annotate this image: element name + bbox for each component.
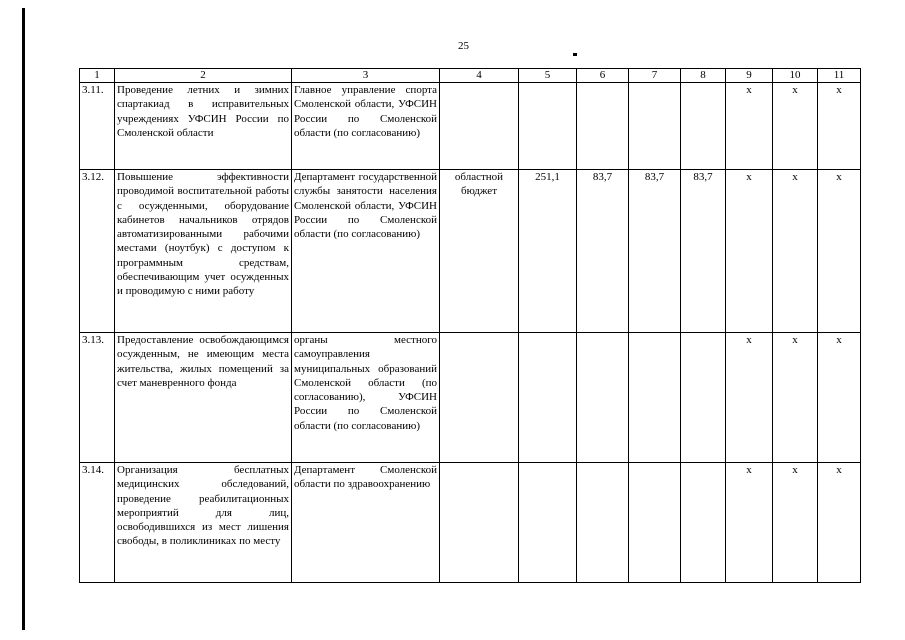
- executor: Департамент государственной службы занятости населения Смоленской области, УФСИН России по Смоленской области (по согласованию): [292, 170, 440, 333]
- row-number: 3.12.: [80, 170, 115, 333]
- funding-source: [440, 333, 519, 463]
- indicator-cell: х: [726, 83, 773, 170]
- row-number: 3.13.: [80, 333, 115, 463]
- table-row: [80, 333, 861, 463]
- column-number: 6: [577, 69, 629, 83]
- column-number: 5: [519, 69, 577, 83]
- measure-name: Организация бесплатных медицинских обследований, проведение реабилитационных мероприятий для лиц, освободившихся из мест лишения свободы, в поликлиниках по месту: [115, 463, 292, 583]
- year-3-amount: [681, 83, 726, 170]
- column-number: 3: [292, 69, 440, 83]
- table-row: [80, 463, 861, 583]
- column-number: 1: [80, 69, 115, 83]
- executor: Главное управление спорта Смоленской области, УФСИН России по Смоленской области (по согласованию): [292, 83, 440, 170]
- column-number: 7: [629, 69, 681, 83]
- indicator-cell: х: [773, 83, 818, 170]
- funding-source: областной бюджет: [440, 170, 519, 333]
- year-1-amount: [577, 463, 629, 583]
- indicator-cell: х: [773, 463, 818, 583]
- table-row: [80, 170, 861, 333]
- year-2-amount: [629, 83, 681, 170]
- scan-mark: [573, 53, 577, 56]
- table-row: [80, 83, 861, 170]
- column-number: 4: [440, 69, 519, 83]
- column-number: 2: [115, 69, 292, 83]
- total-amount: 251,1: [519, 170, 577, 333]
- total-amount: [519, 463, 577, 583]
- indicator-cell: х: [818, 463, 861, 583]
- column-number: 9: [726, 69, 773, 83]
- measure-name: Предоставление освобождающимся осужденным, не имеющим места жительства, жилых помещений за счет маневренного фонда: [115, 333, 292, 463]
- column-number: 8: [681, 69, 726, 83]
- indicator-cell: х: [773, 170, 818, 333]
- year-2-amount: [629, 333, 681, 463]
- measure-name: Проведение летних и зимних спартакиад в исправительных учреждениях УФСИН России по Смоленской области: [115, 83, 292, 170]
- year-2-amount: [629, 463, 681, 583]
- year-3-amount: [681, 463, 726, 583]
- executor: органы местного самоуправления муниципальных образований Смоленской области (по согласованию), УФСИН России по Смоленской области (по согласованию): [292, 333, 440, 463]
- row-number: 3.14.: [80, 463, 115, 583]
- indicator-cell: х: [773, 333, 818, 463]
- funding-source: [440, 83, 519, 170]
- total-amount: [519, 83, 577, 170]
- column-number-row: [80, 69, 861, 83]
- column-number: 11: [818, 69, 861, 83]
- total-amount: [519, 333, 577, 463]
- indicator-cell: х: [818, 83, 861, 170]
- indicator-cell: х: [726, 333, 773, 463]
- year-3-amount: 83,7: [681, 170, 726, 333]
- year-3-amount: [681, 333, 726, 463]
- column-number: 10: [773, 69, 818, 83]
- executor: Департамент Смоленской области по здравоохранению: [292, 463, 440, 583]
- binding-edge-line: [22, 8, 25, 630]
- measure-name: Повышение эффективности проводимой воспитательной работы с осужденными, оборудование кабинетов начальников отрядов автоматизированными рабочими местами (ноутбук) с доступом к программным средствам, обеспечивающим учет осужденных и проводимую с ними работу: [115, 170, 292, 333]
- page-number: 25: [458, 40, 469, 52]
- year-2-amount: 83,7: [629, 170, 681, 333]
- funding-source: [440, 463, 519, 583]
- year-1-amount: [577, 83, 629, 170]
- year-1-amount: [577, 333, 629, 463]
- year-1-amount: 83,7: [577, 170, 629, 333]
- row-number: 3.11.: [80, 83, 115, 170]
- indicator-cell: х: [726, 463, 773, 583]
- indicator-cell: х: [726, 170, 773, 333]
- indicator-cell: х: [818, 170, 861, 333]
- program-measures-table: [79, 68, 861, 583]
- indicator-cell: х: [818, 333, 861, 463]
